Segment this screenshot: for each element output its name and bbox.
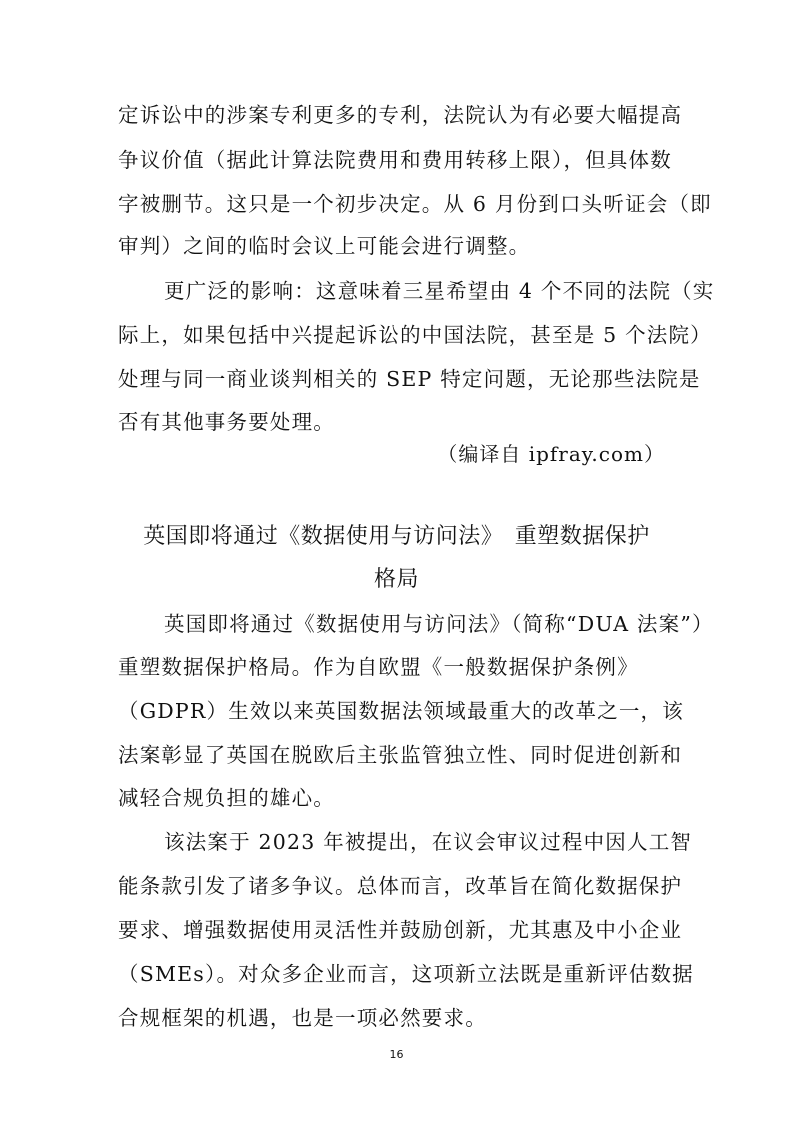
text-line: 争议价值（据此计算法院费用和费用转移上限），但具体数 (118, 148, 672, 172)
text-line: 处理与同一商业谈判相关的 SEP 特定问题，无论那些法院是 (118, 367, 701, 391)
text-line: 英国即将通过《数据使用与访问法》（简称“DUA 法案”） (164, 612, 714, 636)
text-line: 重塑数据保护格局。作为自欧盟《一般数据保护条例》 (118, 655, 639, 679)
text-line: 减轻合规负担的雄心。 (118, 786, 335, 810)
article-heading-line-2: 格局 (373, 567, 419, 592)
text-line: 该法案于 2023 年被提出，在议会审议过程中因人工智 (164, 830, 693, 854)
text-line: 审判）之间的临时会议上可能会进行调整。 (118, 234, 531, 258)
text-line: 能条款引发了诸多争议。总体而言，改革旨在简化数据保护 (118, 874, 683, 898)
text-line: 法案彰显了英国在脱欧后主张监管独立性、同时促进创新和 (118, 743, 683, 767)
text-line: （GDPR）生效以来英国数据法领域最重大的改革之一，该 (118, 699, 684, 723)
text-line: 要求、增强数据使用灵活性并鼓励创新，尤其惠及中小企业 (118, 918, 683, 942)
text-line: 际上，如果包括中兴提起诉讼的中国法院，甚至是 5 个法院） (118, 323, 712, 347)
article-heading-line-1: 英国即将通过《数据使用与访问法》 重塑数据保护 (143, 524, 650, 549)
page-number: 16 (389, 1048, 404, 1061)
text-line: 字被删节。这只是一个初步决定。从 6 月份到口头听证会（即 (118, 192, 712, 216)
text-line: 更广泛的影响：这意味着三星希望由 4 个不同的法院（实 (164, 279, 715, 303)
text-line: 定诉讼中的涉案专利更多的专利，法院认为有必要大幅提高 (118, 103, 683, 127)
text-line: （SMEs）。对众多企业而言，这项新立法既是重新评估数据 (118, 962, 694, 986)
text-line: 否有其他事务要处理。 (118, 410, 335, 434)
source-note: （编译自 ipfray.com） (437, 442, 665, 466)
text-line: 合规框架的机遇，也是一项必然要求。 (118, 1006, 487, 1030)
